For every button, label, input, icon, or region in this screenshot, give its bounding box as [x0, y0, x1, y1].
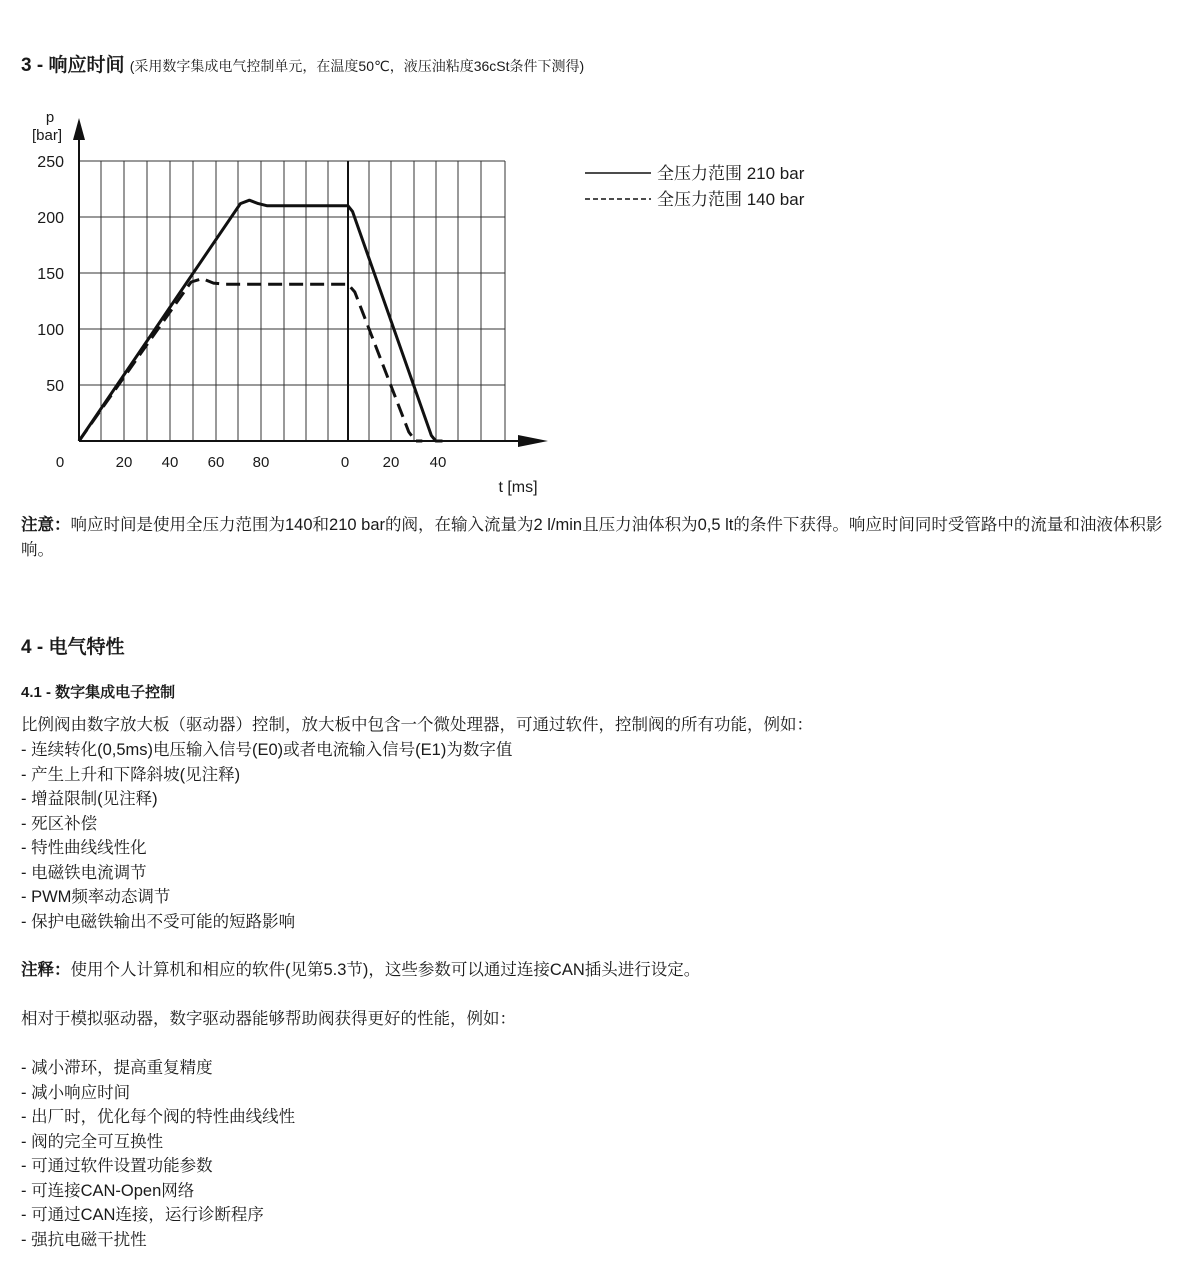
- list-item: - 可连接CAN-Open网络: [21, 1181, 195, 1200]
- x-tick-label: 40: [161, 454, 179, 471]
- list-item: - 强抗电磁干扰性: [21, 1230, 147, 1249]
- advantages-list: [21, 1056, 295, 1252]
- list-item: - 电磁铁电流调节: [21, 863, 147, 882]
- legend-label: 全压力范围 210 bar: [657, 164, 805, 183]
- section-3-subtitle: (采用数字集成电气控制单元，在温度50℃，液压油粘度36cSt条件下测得): [129, 58, 585, 74]
- x-tick-label: 0: [55, 454, 65, 471]
- list-item: - 保护电磁铁输出不受可能的短路影响: [21, 912, 296, 931]
- list-item: - 可通过CAN连接，运行诊断程序: [21, 1206, 264, 1224]
- section-4-1-heading: 4.1 - 数字集成电子控制: [21, 684, 176, 701]
- y-tick-label: 50: [46, 378, 64, 395]
- section-3-heading: [21, 50, 584, 77]
- x-tick-label: 80: [252, 454, 270, 471]
- y-tick-label: 200: [37, 210, 64, 227]
- settings-note: [21, 958, 700, 983]
- intro-paragraph: 比例阀由数字放大板（驱动器）控制，放大板中包含一个微处理器，可通过软件，控制阀的所有功能，例如：: [21, 716, 813, 734]
- section-3-title: 响应时间: [48, 55, 125, 76]
- x-tick-label: 20: [115, 454, 133, 471]
- x-tick-label: 0: [340, 454, 350, 471]
- response-note: [21, 513, 1171, 563]
- y-tick-label: 150: [37, 266, 64, 283]
- chart-axes: [73, 118, 548, 447]
- x-axis-arrow: [518, 435, 548, 447]
- chart-legend: [585, 164, 805, 209]
- y-tick-label: 250: [37, 154, 64, 171]
- section-3-number: 3 -: [21, 55, 49, 76]
- list-item: - PWM频率动态调节: [21, 888, 171, 906]
- x-tick-label: 20: [382, 454, 400, 471]
- chart-grid: [79, 161, 505, 441]
- list-item: - 减小响应时间: [21, 1083, 131, 1102]
- list-item: - 产生上升和下降斜坡(见注释): [21, 765, 241, 784]
- comparison-paragraph: 相对于模拟驱动器，数字驱动器能够帮助阀获得更好的性能，例如：: [21, 1010, 516, 1028]
- list-item: - 增益限制(见注释): [21, 790, 158, 808]
- settings-note-text: 使用个人计算机和相应的软件(见第5.3节)，这些参数可以通过连接CAN插头进行设定。: [70, 961, 701, 979]
- x-tick-label: 60: [207, 454, 225, 471]
- y-tick-label: 100: [37, 322, 64, 339]
- chart-labels: [32, 109, 538, 496]
- list-item: - 死区补偿: [21, 814, 98, 833]
- response-note-text: 响应时间是使用全压力范围为140和210 bar的阀，在输入流量为2 l/min且压力油体积为0,5 lt的条件下获得。响应时间同时受管路中的流量和油液体积影响。: [21, 516, 1163, 559]
- list-item: - 减小滞环，提高重复精度: [21, 1059, 213, 1077]
- series-line-140-bar: [79, 279, 422, 441]
- x-axis-label: t [ms]: [498, 479, 538, 496]
- list-item: - 出厂时，优化每个阀的特性曲线线性: [21, 1108, 296, 1126]
- y-axis-arrow: [73, 118, 85, 140]
- y-axis-label: p: [45, 109, 55, 126]
- feature-list: [21, 738, 512, 934]
- response-note-label: 注意：: [21, 516, 71, 534]
- x-tick-label: 40: [429, 454, 447, 471]
- legend-label: 全压力范围 140 bar: [657, 190, 805, 209]
- list-item: - 可通过软件设置功能参数: [21, 1157, 213, 1175]
- list-item: - 连续转化(0,5ms)电压输入信号(E0)或者电流输入信号(E1)为数字值: [21, 741, 513, 759]
- y-axis-unit: [bar]: [31, 127, 63, 144]
- list-item: - 特性曲线线性化: [21, 839, 147, 857]
- settings-note-label: 注释：: [21, 961, 71, 979]
- section-4-heading: [21, 632, 124, 659]
- section-4-number: 4 -: [21, 637, 49, 658]
- list-item: - 阀的完全可互换性: [21, 1132, 164, 1151]
- response-time-chart: [18, 100, 838, 500]
- section-4-title: 电气特性: [48, 637, 125, 658]
